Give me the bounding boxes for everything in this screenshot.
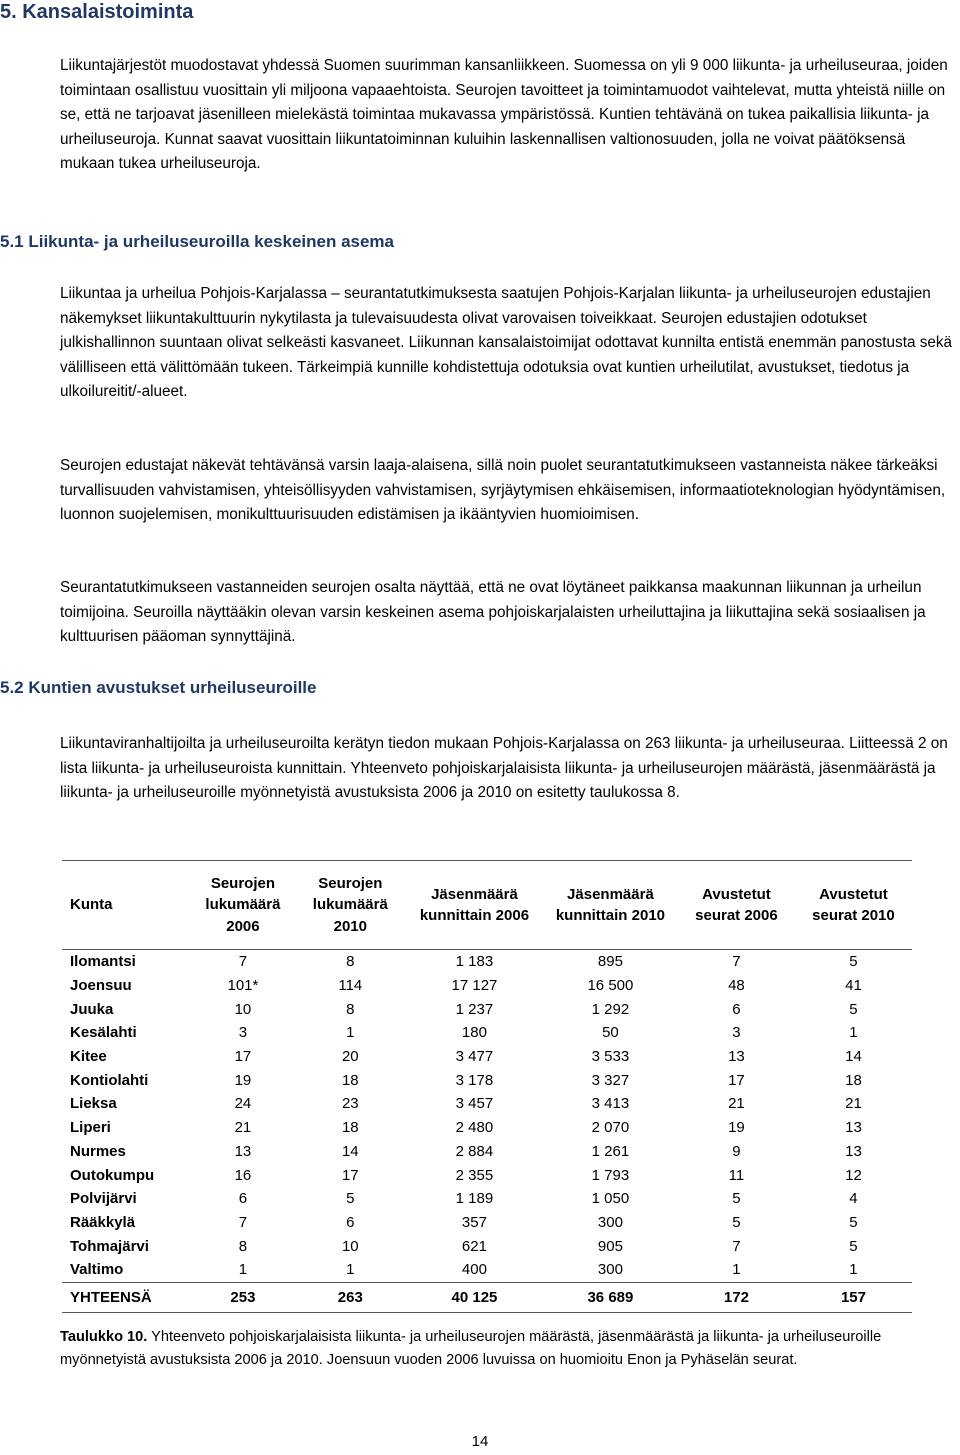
table-cell: 7: [732, 953, 741, 971]
table-cell: 5: [346, 1190, 355, 1208]
table-cell: 4: [849, 1190, 858, 1208]
table-cell: 1 183: [455, 953, 494, 971]
table-header-row: [62, 861, 912, 950]
table-cell: 21: [234, 1119, 252, 1137]
municipality-cell: Liperi: [70, 1119, 111, 1137]
table-cell: 253: [191, 1282, 294, 1312]
table-cell: 5: [732, 1213, 741, 1231]
table-cell: 3 178: [455, 1071, 494, 1089]
table-row: [62, 1140, 912, 1164]
table-cell: 21: [728, 1095, 745, 1113]
municipality-cell: Lieksa: [70, 1095, 117, 1113]
table-cell: 3 477: [455, 1048, 494, 1066]
table-row: [62, 1234, 912, 1258]
table-cell: 3 457: [455, 1095, 494, 1113]
table-row: [62, 1021, 912, 1045]
table-cell: 1 237: [455, 1000, 494, 1018]
table-cell: 1 189: [455, 1190, 494, 1208]
table-cell: 1: [346, 1261, 355, 1279]
table-cell: 300: [597, 1261, 623, 1279]
table-cell: 172: [678, 1282, 795, 1312]
table-cell: 5: [849, 1000, 858, 1018]
table-cell: 18: [341, 1071, 359, 1089]
caption-text: Yhteenveto pohjoiskarjalaisista liikunta- ja urheiluseurojen määrästä, jäsenmäärästä ja liikunta- ja urheiluseuroille myönnetyistä avustuksista 2006 ja 2010. Joensuun vuoden 2006 luvuissa on huomioitu Enon ja Pyhäselän seurat.: [60, 1329, 882, 1368]
table-cell: 18: [341, 1119, 359, 1137]
table-cell: 14: [341, 1142, 359, 1160]
table-cell: 5: [732, 1190, 741, 1208]
intro-paragraph: Liikuntajärjestöt muodostavat yhdessä Suomen suurimman kansanliikkeen. Suomessa on yli 9 000 liikunta- ja urheiluseuraa, joiden toimintaan osallistuu vuosittain yli miljoona vapaaehtoista. Seurojen tavoitteet ja toimintamuodot vaihtelevat, mutta yhteistä niille on se, että ne tarjoavat jäsenilleen mielekästä toimintaa mukavassa ympäristössä. Kuntien tehtävänä on tukea paikallisia liikunta- ja urheiluseuroja. Kunnat saavat vuosittain liikuntatoiminnan kuluihin laskennallisen valtionosuuden, jolla ne voivat päätöksensä mukaan tukea urheiluseuroja.: [60, 57, 948, 172]
table-cell: 13: [845, 1119, 862, 1137]
table-cell: 1: [849, 1024, 858, 1042]
table-cell: 3 533: [591, 1048, 630, 1066]
table-cell: 895: [597, 953, 623, 971]
municipality-cell: Kontiolahti: [70, 1071, 149, 1089]
municipality-cell: Outokumpu: [70, 1166, 155, 1184]
municipality-cell: Juuka: [70, 1000, 114, 1018]
table-cell: 3: [732, 1024, 741, 1042]
municipality-cell: Kitee: [70, 1048, 107, 1066]
column-header: Kunta: [62, 861, 191, 950]
table-cell: 1 292: [591, 1000, 630, 1018]
table-cell: 1: [732, 1261, 741, 1279]
table-cell: 300: [597, 1213, 623, 1231]
municipality-cell: YHTEENSÄ: [62, 1282, 191, 1312]
table-cell: 50: [602, 1024, 619, 1042]
table-row: [62, 974, 912, 998]
table-cell: 7: [732, 1237, 741, 1255]
section-5-1-paragraph-2: Seurojen edustajat näkevät tehtävänsä varsin laaja-alaisena, sillä noin puolet seurantatutkimukseen vastanneista näkee tärkeäksi turvallisuuden vahvistamisen, yhteisöllisyyden vahvistamisen, syrjäytymisen ehkäisemisen, informaatioteknologian hyödyntämisen, luonnon suojelemisen, monikulttuurisuuden edistämisen ja ikääntyvien huomioimisen.: [60, 457, 946, 523]
table-cell: 18: [845, 1071, 862, 1089]
table-cell: 19: [728, 1119, 745, 1137]
column-header: Avustetut seurat 2006: [678, 861, 795, 950]
section-5-1-heading: 5.1 Liikunta- ja urheiluseuroilla keskeinen asema: [0, 232, 394, 251]
table-cell: 263: [295, 1282, 406, 1312]
table-cell: 1 261: [591, 1142, 630, 1160]
table-cell: 23: [341, 1095, 359, 1113]
table-row: [62, 997, 912, 1021]
municipality-cell: Valtimo: [70, 1261, 124, 1279]
table-cell: 1: [849, 1261, 858, 1279]
table-row: [62, 1211, 912, 1235]
table-cell: 180: [461, 1024, 487, 1042]
page-number: 14: [471, 1433, 489, 1450]
table-cell: 7: [238, 1213, 248, 1231]
municipality-cell: Kesälahti: [70, 1024, 137, 1042]
table-cell: 21: [845, 1095, 862, 1113]
table-cell: 16 500: [587, 977, 634, 995]
table-cell: 16: [234, 1166, 252, 1184]
column-header: Jäsenmäärä kunnittain 2006: [406, 861, 543, 950]
table-row: [62, 1045, 912, 1069]
table-row: [62, 1163, 912, 1187]
column-header: Avustetut seurat 2010: [795, 861, 912, 950]
municipality-cell: Joensuu: [70, 977, 132, 995]
table-row: [62, 1187, 912, 1211]
table-cell: 1 050: [591, 1190, 630, 1208]
table-cell: 2 355: [455, 1166, 494, 1184]
table-cell: 9: [732, 1142, 741, 1160]
municipality-cell: Ilomantsi: [70, 953, 136, 971]
table-cell: 6: [238, 1190, 248, 1208]
table-cell: 905: [597, 1237, 623, 1255]
table-cell: 17: [728, 1071, 745, 1089]
table-cell: 114: [338, 977, 363, 995]
table-cell: 20: [341, 1048, 359, 1066]
table-row: [62, 1116, 912, 1140]
table-cell: 5: [849, 953, 858, 971]
column-header: Seurojen lukumäärä 2006: [191, 861, 294, 950]
section-5-2-heading: 5.2 Kuntien avustukset urheiluseuroille: [0, 678, 317, 697]
column-header: Jäsenmäärä kunnittain 2010: [543, 861, 678, 950]
municipality-cell: Tohmajärvi: [70, 1237, 149, 1255]
table-cell: 2 480: [455, 1119, 494, 1137]
table-cell: 41: [845, 977, 862, 995]
table-cell: 400: [461, 1261, 487, 1279]
table-cell: 7: [238, 953, 248, 971]
table-row: [62, 1068, 912, 1092]
table-cell: 3 413: [591, 1095, 630, 1113]
municipality-cell: Polvijärvi: [70, 1190, 137, 1208]
table-cell: 36 689: [543, 1282, 678, 1312]
page-heading: 5. Kansalaistoiminta: [0, 1, 194, 23]
table-cell: 1: [346, 1024, 355, 1042]
table-cell: 8: [346, 1000, 355, 1018]
table-cell: 357: [461, 1213, 487, 1231]
table-cell: 17: [234, 1048, 252, 1066]
table-cell: 10: [341, 1237, 359, 1255]
table-cell: 17 127: [451, 977, 498, 995]
table-cell: 5: [849, 1213, 858, 1231]
municipality-cell: Nurmes: [70, 1142, 126, 1160]
table-cell: 48: [728, 977, 745, 995]
table-cell: 6: [732, 1000, 741, 1018]
table-cell: 24: [234, 1095, 252, 1113]
table-cell: 6: [346, 1213, 355, 1231]
table-cell: 14: [845, 1048, 862, 1066]
table-caption: [60, 1326, 955, 1371]
table-cell: 621: [461, 1237, 487, 1255]
table-cell: 11: [728, 1166, 745, 1184]
clubs-table: [62, 860, 912, 1313]
table-row: [62, 1258, 912, 1282]
table-cell: 13: [234, 1142, 252, 1160]
table-row: [62, 950, 912, 974]
table-cell: 101*: [227, 977, 259, 995]
table-cell: 10: [234, 1000, 252, 1018]
table-cell: 19: [234, 1071, 252, 1089]
table-cell: 13: [845, 1142, 862, 1160]
column-header: Seurojen lukumäärä 2010: [295, 861, 406, 950]
table-cell: 40 125: [406, 1282, 543, 1312]
table-cell: 1 793: [591, 1166, 630, 1184]
table-cell: 12: [845, 1166, 862, 1184]
section-5-2-paragraph-1: Liikuntaviranhaltijoilta ja urheiluseuroilta kerätyn tiedon mukaan Pohjois-Karjalassa on 263 liikunta- ja urheiluseuraa. Liitteessä 2 on lista liikunta- ja urheiluseuroista kunnittain. Yhteenveto pohjoiskarjalaisista liikunta- ja urheiluseurojen määrästä, jäsenmäärästä ja liikunta- ja urheiluseuroille myönnetyistä avustuksista 2006 ja 2010 on esitetty taulukossa 8.: [60, 735, 948, 801]
table-cell: 1: [238, 1261, 248, 1279]
table-body: [62, 950, 912, 1313]
caption-label: Taulukko 10.: [60, 1329, 148, 1345]
municipality-cell: Rääkkylä: [70, 1213, 136, 1231]
table-cell: 5: [849, 1237, 858, 1255]
table-row: [62, 1092, 912, 1116]
table-cell: 2 884: [455, 1142, 494, 1160]
table-cell: 8: [238, 1237, 248, 1255]
table-cell: 2 070: [591, 1119, 630, 1137]
table-cell: 157: [795, 1282, 912, 1312]
section-5-1-paragraph-1: Liikuntaa ja urheilua Pohjois-Karjalassa – seurantatutkimuksesta saatujen Pohjois-Karjalan liikunta- ja urheiluseurojen edustajien näkemykset liikuntakulttuurin nykytilasta ja tulevaisuudesta olivat varovaisen toiveikkaat. Seurojen edustajien odotukset julkishallinnon suuntaan olivat selkeästi kasvaneet. Liikunnan kansalaistoimijat odottavat kunnilta entistä enemmän panostusta sekä välilliseen että välittömään tukeen. Tärkeimpiä kunnille kohdistettuja odotuksia ovat kuntien urheilutilat, avustukset, tiedotus ja ulkoilureitit/-alueet.: [60, 285, 953, 400]
table-total-row: [62, 1282, 912, 1312]
table-cell: 3 327: [591, 1071, 630, 1089]
table-cell: 3: [238, 1024, 248, 1042]
table-cell: 13: [728, 1048, 745, 1066]
table-cell: 17: [341, 1166, 359, 1184]
section-5-1-paragraph-3: Seurantatutkimukseen vastanneiden seurojen osalta näyttää, että ne ovat löytäneet paikkansa maakunnan liikunnan ja urheilun toimijoina. Seuroilla näyttääkin olevan varsin keskeinen asema pohjoiskarjalaisten urheiluttajina ja liikuttajina sekä sosiaalisen ja kulttuurisen pääoman synnyttäjinä.: [60, 579, 926, 645]
table-cell: 8: [346, 953, 355, 971]
